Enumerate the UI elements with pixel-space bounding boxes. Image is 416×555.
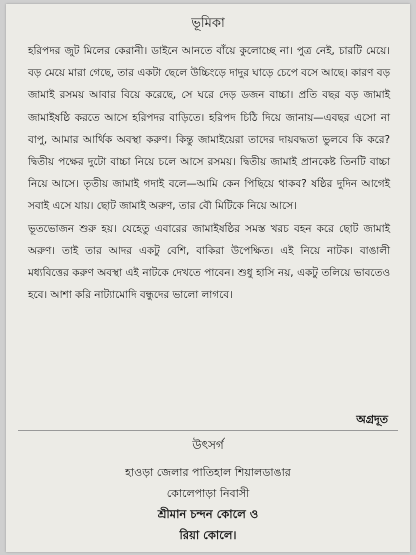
dedication-line-3: শ্রীমান চন্দন কোলে ও [157,507,259,521]
author-signature: অগ্রদূত [356,413,388,426]
paragraph-1: হরিপদর জুট মিলের কেরানী। ডাইনে আনতে বাঁয়ে কুলোচ্ছে না। পুত্র নেই, চারটি মেয়ে। বড় মেয়ে মারা গেছে, তার একটা ছেলে উচ্চিংড়ে দাদুর ঘাড়ে চেপে বসে আছে। কারণ বড় জামাই রসময় আবার বিয়ে করেছে, সে ঘরে দেড় ডজন বাচ্চা। প্রতি বছর বড় জামাই জামাইষষ্ঠি করতে আসে হরিপদর বাড়িতে। হরিপদ চিঠি দিয়ে জানায়—এবছর এসো না বাপু, আমার আর্থিক অবস্থা করুণ। কিন্তু জামাইয়েরা তাদের দায়বদ্ধতা ভুলবে কি করে? দ্বিতীয় পক্ষের দুটো বাচ্চা নিয়ে চলে আসে রসময়। দ্বিতীয় জামাই প্রানকেষ্ট তিনটি বাচ্চা নিয়ে আসে। তৃতীয় জামাই গদাই বলে—আমি কেন পিছিয়ে থাকব? ষষ্ঠির দুদিন আগেই সবাই এসে যায়। ছোট জামাই অরুণ, তার বৌ মিটিকে নিয়ে আসে। [28,45,390,213]
section-divider [18,430,398,431]
preface-text [28,40,390,306]
book-page [6,4,410,552]
dedication-line-1: হাওড়া জেলার পাতিহাল শিয়ালডাঙার [125,466,291,479]
dedication-line-4: রিয়া কোলে। [179,528,237,542]
dedication-block [6,462,410,546]
page-heading: ভূমিকা [191,16,225,31]
paragraph-2: ভূতভোজন শুরু হয়। যেহেতু এবারের জামাইষষ্ঠির সমস্ত খরচ বহন করে ছোট জামাই অরুণ। তাই তার আদর একটু বেশি, বাকিরা উপেক্ষিত। এই নিয়ে নাটক। বাঙালী মধ্যবিত্তের করুণ অবস্থা এই নাটকে দেখতে পাবেন। শুধু হাসি নয়, একটু তলিয়ে ভাবতেও হবে। আশা করি নাট্যামোদি বন্ধুদের ভালো লাগবে। [28,222,390,302]
dedication-title: উৎসর্গ [192,438,224,452]
dedication-line-2: কোলেপাড়া নিবাসী [166,487,250,500]
